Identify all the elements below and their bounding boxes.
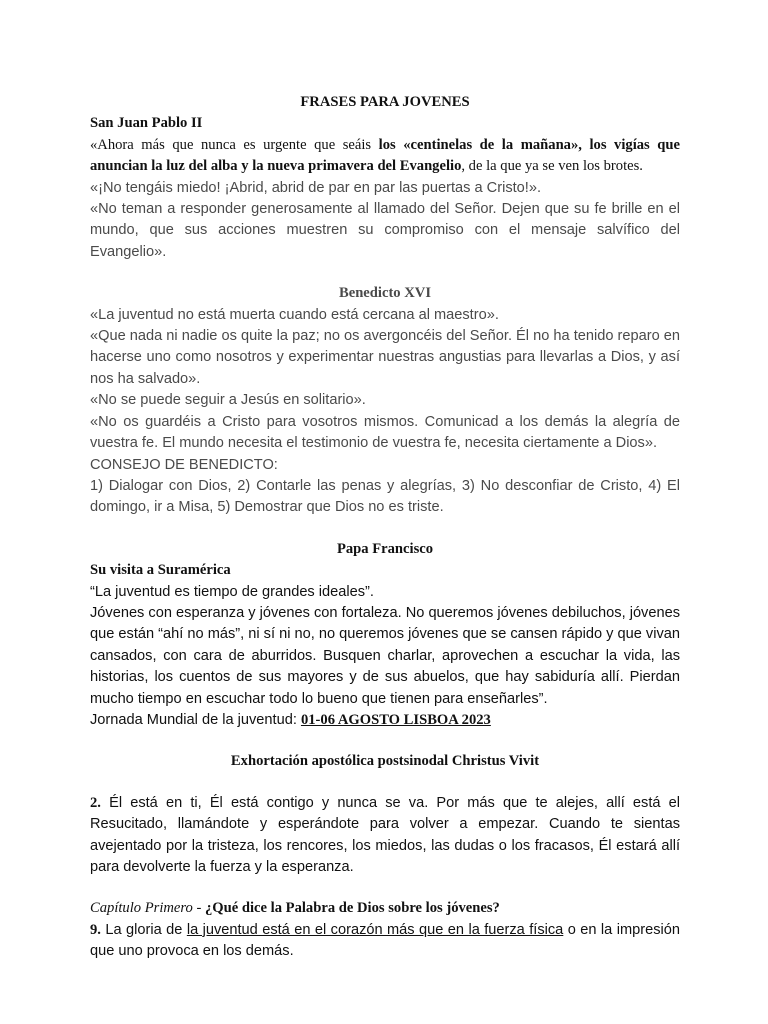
section-subheading: Su visita a Suramérica <box>90 562 231 579</box>
quote-text: , de la que ya se ven los brotes. <box>461 158 643 175</box>
numbered-paragraph <box>90 920 680 963</box>
quote-paragraph: «¡No tengáis miedo! ¡Abrid, abrid de par en par las puertas a Cristo!». <box>90 179 542 196</box>
quote-paragraph: «Que nada ni nadie os quite la paz; no os avergoncéis del Señor. Él no ha tenido reparo en hacerse uno como nosotros y experimentar nuestras angustias para llevarlas a Dios, y así nos ha salvado». <box>90 328 680 387</box>
section-benedicto <box>90 283 680 518</box>
chapter-title: ¿Qué dice la Palabra de Dios sobre los jóvenes? <box>205 900 500 917</box>
paragraph-text: La gloria de <box>100 921 187 938</box>
quote-paragraph: “La juventud es tiempo de grandes ideales”. <box>90 583 374 600</box>
consejo-list: 1) Dialogar con Dios, 2) Contarle las penas y alegrías, 3) No desconfiar de Cristo, 4) El domingo, ir a Misa, 5) Demostrar que Dios no es triste. <box>90 477 680 516</box>
paragraph-text: Él está en ti, Él está contigo y nunca se va. Por más que te alejes, allí está el Resucitado, llamándote y esperándote para volver a empezar. Cuando te sientas avejentado por la tristeza, los rencores, los miedos, las dudas o los fracasos, Él estará allí para devolverte la fuerza y la esperanza. <box>90 794 680 875</box>
quote-paragraph: «No os guardéis a Cristo para vosotros mismos. Comunicad a los demás la alegría de vuestra fe. El mundo necesita el testimonio de vuestra fe, necesita ciertamente a Dios». <box>90 413 680 452</box>
section-heading: Papa Francisco <box>336 540 434 557</box>
chapter-label: Capítulo Primero - <box>90 900 205 917</box>
quote-text: «Ahora más que nunca es urgente que seáis <box>90 136 379 153</box>
quote-paragraph: Jóvenes con esperanza y jóvenes con fortaleza. No queremos jóvenes debiluchos, jóvenes que están “ahí no más”, ni sí ni no, no queremos jóvenes que se cansen rápido y que vivan cansados, con cara de aburridos. Busquen charlar, aprovechen a escuchar la vida, las historias, los cuentos de sus mayores y de sus abuelos, que hay sabiduría allí. Pierdan mucho tiempo en escuchar todo lo bueno que tienen para enseñarles”. <box>90 604 680 707</box>
paragraph-number: 2. <box>90 794 101 811</box>
numbered-paragraph <box>90 793 680 879</box>
chapter-heading <box>90 898 680 919</box>
jornada-label: Jornada Mundial de la juventud: <box>90 711 301 728</box>
section-francisco <box>90 539 680 732</box>
jornada-line <box>90 710 680 731</box>
section-heading: Exhortación apostólica postsinodal Christus Vivit <box>230 753 540 770</box>
underlined-text: la juventud está en el corazón más que en la fuerza física <box>186 921 564 938</box>
section-heading: Benedicto XVI <box>338 285 432 302</box>
quote-paragraph: «La juventud no está muerta cuando está cercana al maestro». <box>90 306 499 323</box>
paragraph-text: o en la impresión que uno provoca en los demás. <box>90 921 680 960</box>
consejo-label: CONSEJO DE BENEDICTO: <box>90 456 278 473</box>
section-christus-vivit <box>90 751 680 962</box>
quote-bold-text: los «centinelas de la mañana», los vigías que anuncian la luz del alba y la nueva primavera del Evangelio <box>90 136 680 175</box>
section-juan-pablo <box>90 113 680 263</box>
paragraph-number: 9. <box>90 921 101 938</box>
jornada-date: 01-06 AGOSTO LISBOA 2023 <box>300 711 491 728</box>
page-title: FRASES PARA JOVENES <box>300 94 470 110</box>
section-heading: San Juan Pablo II <box>90 115 203 132</box>
quote-paragraph <box>90 135 680 178</box>
quote-paragraph: «No se puede seguir a Jesús en solitario». <box>90 392 366 409</box>
quote-paragraph: «No teman a responder generosamente al llamado del Señor. Dejen que su fe brille en el mundo, que sus acciones muestren su compromiso con el mensaje salvífico del Evangelio». <box>90 201 680 260</box>
